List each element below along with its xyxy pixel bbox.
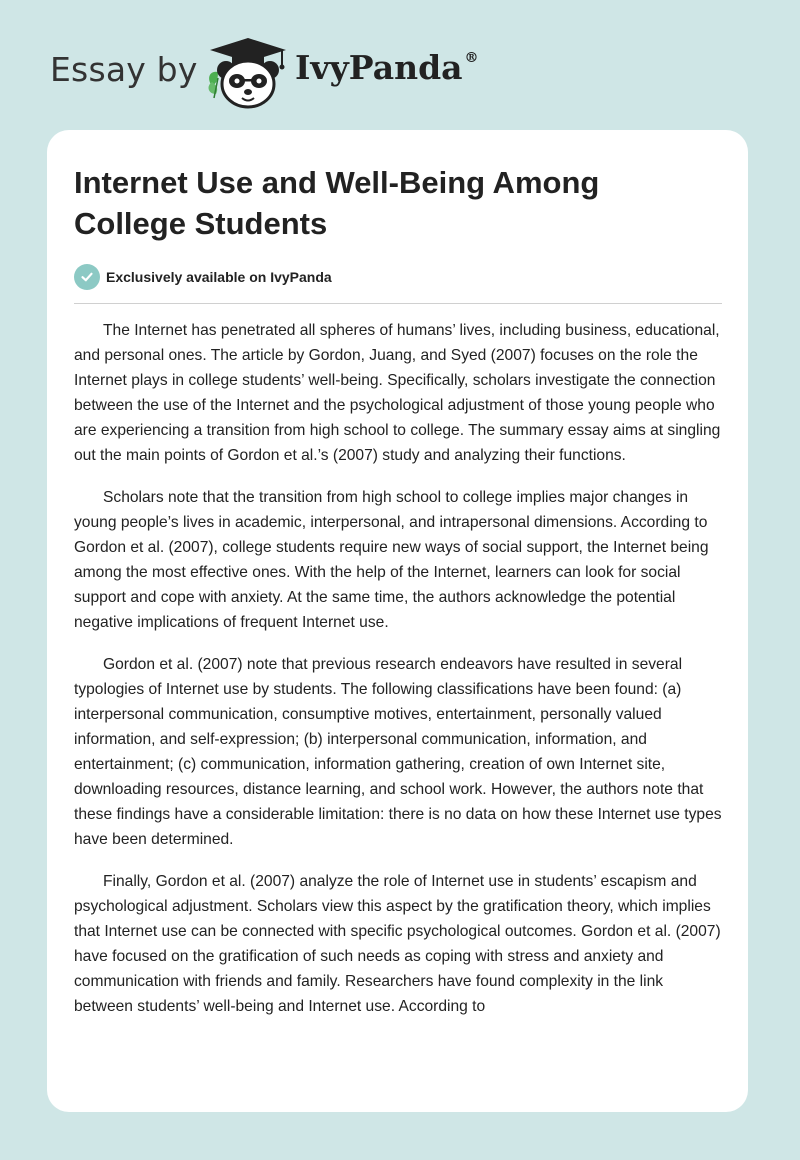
page-title: Internet Use and Well-Being Among College Students xyxy=(74,165,600,241)
panda-logo-icon xyxy=(202,34,292,110)
paragraph: Finally, Gordon et al. (2007) analyze the role of Internet use in students’ escapism and psychological adjustment. Scholars view this aspect by the gratification theory, which implies that Internet use can be connected with specific psychological outcomes. Gordon et al. (2007) have focused on the gratification of such needs as coping with stress and anxiety and communication with friends and family. Researchers have found complexity in the link between students’ well-being and Internet use. According to xyxy=(74,873,721,1015)
brand-prefix: Essay by xyxy=(50,50,198,89)
paragraph: The Internet has penetrated all spheres of humans’ lives, including business, educational, and personal ones. The article by Gordon, Juang, and Syed (2007) focuses on the role the Internet plays in college students’ well-being. Specifically, scholars investigate the connection between the use of the Internet and the psychological adjustment of those young people who are experiencing a transition from high school to college. The summary essay aims at singling out the main points of Gordon et al.’s (2007) study and analyzing their functions. xyxy=(74,322,721,464)
paragraph: Gordon et al. (2007) note that previous research endeavors have resulted in several typologies of Internet use by students. The following classifications have been found: (a) interpersonal communication, consumptive motives, entertainment, personally valued information, and self-expression; (b) interpersonal communication, information, and entertainment; (c) communication, information gathering, creation of own Internet site, downloading resources, distance learning, and school work. However, the authors note that these findings have a considerable limitation: there is no data on how these Internet use types have been determined. xyxy=(74,656,722,848)
brand-name: IvyPanda ® xyxy=(295,48,479,87)
badge-label: Exclusively available on IvyPanda xyxy=(106,269,332,285)
exclusive-badge xyxy=(74,264,332,290)
essay-body xyxy=(74,318,726,1036)
paragraph: Scholars note that the transition from high school to college implies major changes in young people’s lives in academic, interpersonal, and intrapersonal dimensions. According to Gordon et al. (2007), college students require new ways of social support, the Internet being among the most effective ones. With the help of the Internet, learners can look for social support and cope with anxiety. At the same time, the authors acknowledge the potential negative implications of frequent Internet use. xyxy=(74,489,709,631)
check-icon xyxy=(74,264,100,290)
brand-header[interactable] xyxy=(50,34,510,114)
divider xyxy=(74,303,722,304)
essay-card xyxy=(47,130,748,1112)
